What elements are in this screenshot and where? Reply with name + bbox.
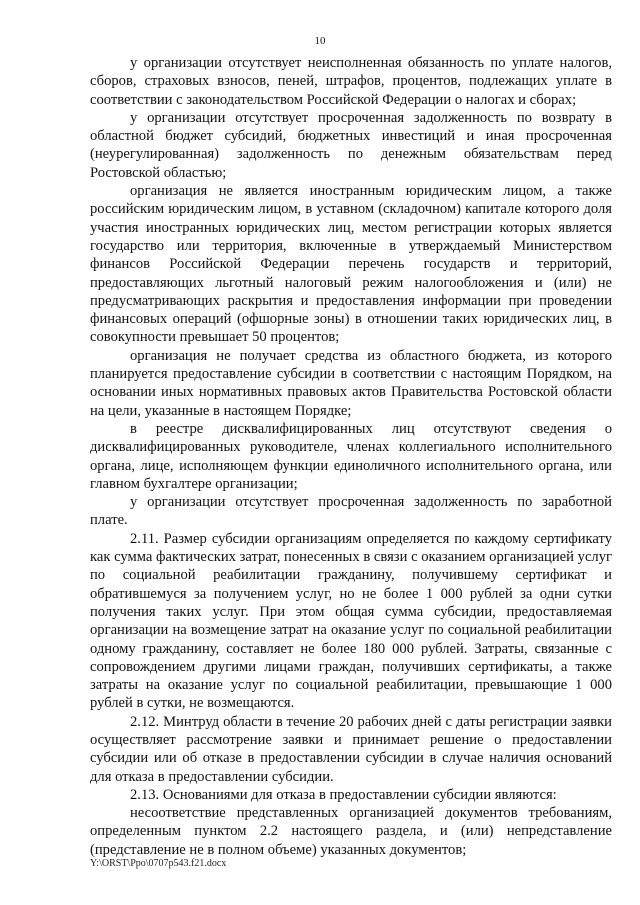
paragraph: несоответствие представленных организацией документов требованиям, определенным пунктом 2.2 настоящего раздела, и (или) непредставление (представление не в полном объеме) указанных документов; [90, 805, 612, 858]
paragraph: в реестре дисквалифицированных лиц отсутствуют сведения о дисквалифицированных руководителе, членах коллегиального исполнительного органа, лице, исполняющем функции единоличного исполнительного органа, или главном бухгалтере организации; [90, 420, 612, 492]
footer-file-path: Y:\ORST\Ppo\0707p543.f21.docx [90, 858, 227, 869]
document-body [90, 54, 612, 859]
paragraph: организация не получает средства из областного бюджета, из которого планируется предоставление субсидии в соответствии с настоящим Порядком, на основании иных нормативных правовых актов Правительства Ростовской области на цели, указанные в настоящем Порядке; [90, 347, 612, 419]
paragraph: 2.11. Размер субсидии организациям определяется по каждому сертификату как сумма фактических затрат, понесенных в связи с оказанием организацией услуг по социальной реабилитации гражданину, получившему сертификат и обратившемуся за получением услуг, но не более 1 000 рублей за одни сутки получения таких услуг. При этом общая сумма субсидии, предоставляемая организации на возмещение затрат на оказание услуг по социальной реабилитации одному гражданину, составляет не более 180 000 рублей. Затраты, связанные с сопровождением другими лицами граждан, получивших сертификаты, а также затраты на оказание услуг по социальной реабилитации, превышающие 1 000 рублей в сутки, не возмещаются. [90, 530, 612, 712]
page-number: 10 [314, 35, 326, 47]
paragraph: у организации отсутствует неисполненная обязанность по уплате налогов, сборов, страховых взносов, пеней, штрафов, процентов, подлежащих уплате в соответствии с законодательством Российской Федерации о налогах и сборах; [90, 55, 612, 108]
paragraph: 2.12. Минтруд области в течение 20 рабочих дней с даты регистрации заявки осуществляет рассмотрение заявки и принимает решение о предоставлении субсидии или об отказе в предоставлении субсидии в случае наличия оснований для отказа в предоставлении субсидии. [90, 713, 612, 785]
paragraph: организация не является иностранным юридическим лицом, а также российским юридическим лицом, в уставном (складочном) капитале которого доля участия иностранных юридических лиц, местом регистрации которых является государство или территория, включенные в утверждаемый Министерством финансов Российской Федерации перечень государств и территорий, предоставляющих льготный налоговый режим налогообложения и (или) не предусматривающих раскрытия и предоставления информации при проведении финансовых операций (офшорные зоны) в отношении таких юридических лиц, в совокупности превышает 50 процентов; [90, 183, 612, 346]
paragraph: у организации отсутствует просроченная задолженность по возврату в областной бюджет субсидий, бюджетных инвестиций и иная просроченная (неурегулированная) задолженность по денежным обязательствам перед Ростовской областью; [90, 109, 612, 181]
paragraph: у организации отсутствует просроченная задолженность по заработной плате. [90, 494, 612, 529]
paragraph: 2.13. Основаниями для отказа в предоставлении субсидии являются: [130, 786, 557, 803]
